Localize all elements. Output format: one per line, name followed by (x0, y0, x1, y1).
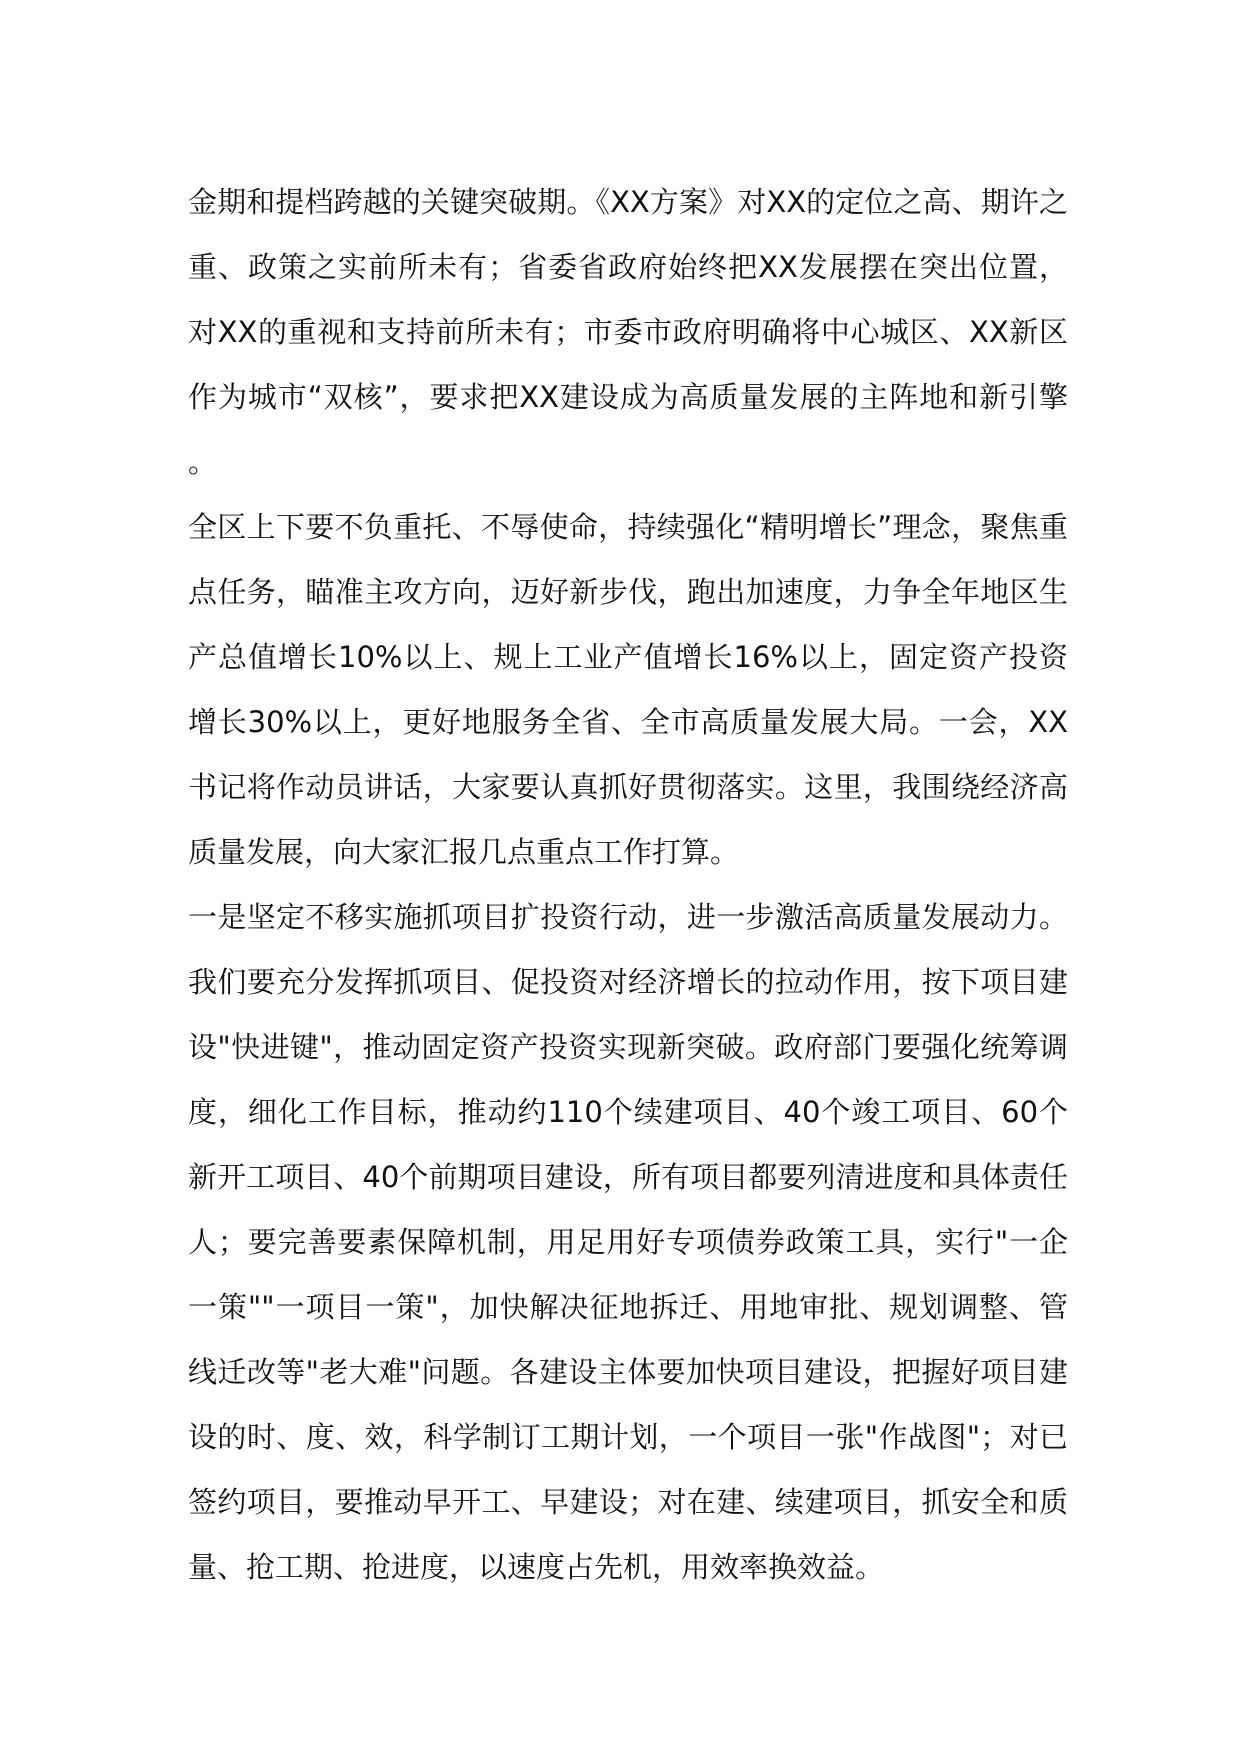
paragraph-1: 金期和提档跨越的关键突破期。《XX方案》对XX的定位之高、期许之重、政策之实前所未有；省委省政府始终把XX发展摆在突出位置，对XX的重视和支持前所未有；市委市政府明确将中心城区、XX新区作为城市“双核”，要求把XX建设成为高质量发展的主阵地和新引擎。 (188, 185, 1068, 479)
paragraph-3: 一是坚定不移实施抓项目扩投资行动，进一步激活高质量发展动力。我们要充分发挥抓项目、促投资对经济增长的拉动作用，按下项目建设"快进键"，推动固定资产投资实现新突破。政府部门要强化统筹调度，细化工作目标，推动约110个续建项目、40个竣工项目、60个新开工项目、40个前期项目建设，所有项目都要列清进度和具体责任人；要完善要素保障机制，用足用好专项债券政策工具，实行"一企一策""一项目一策"，加快解决征地拆迁、用地审批、规划调整、管线迁改等"老大难"问题。各建设主体要加快项目建设，把握好项目建设的时、度、效，科学制订工期计划，一个项目一张"作战图"；对已签约项目，要推动早开工、早建设；对在建、续建项目，抓安全和质量、抢工期、抢进度，以速度占先机，用效率换效益。 (188, 900, 1068, 1584)
document-body (188, 170, 1068, 1600)
paragraph-2: 全区上下要不负重托、不辱使命，持续强化“精明增长”理念，聚焦重点任务，瞄准主攻方向，迈好新步伐，跑出加速度，力争全年地区生产总值增长10%以上、规上工业产值增长16%以上，固定资产投资增长30%以上，更好地服务全省、全市高质量发展大局。一会，XX书记将作动员讲话，大家要认真抓好贯彻落实。这里，我围绕经济高质量发展，向大家汇报几点重点工作打算。 (188, 510, 1068, 869)
